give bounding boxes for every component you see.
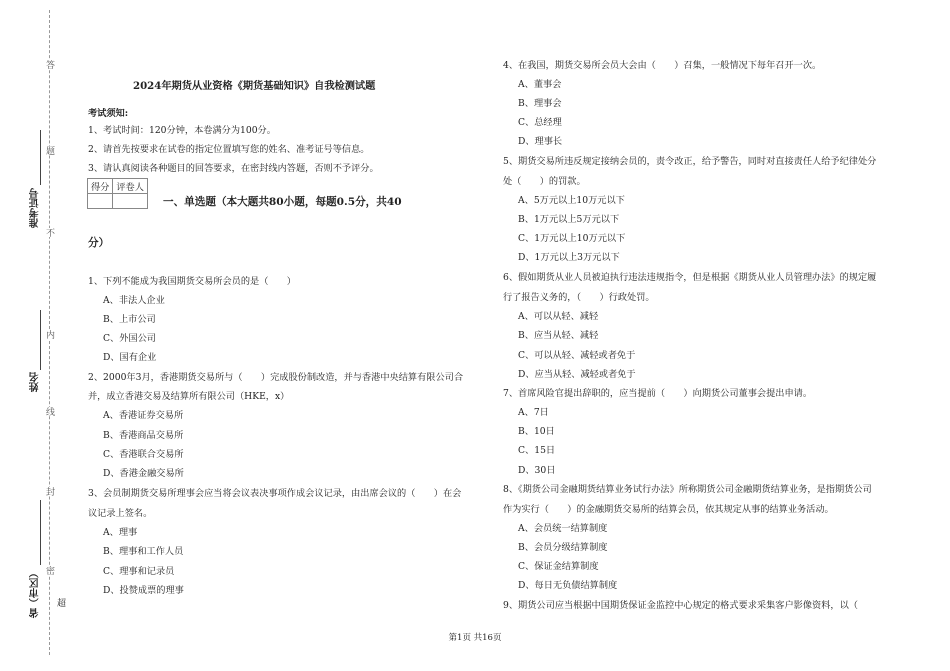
question-option: A、5万元以上10万元以下	[518, 195, 625, 206]
question-stem: 并，成立香港交易及结算所有限公司（HKE，x）	[88, 391, 290, 402]
question-stem: 处（ ）的罚款。	[503, 176, 586, 187]
question-stem: 7、首席风险官提出辞职的，应当提前（ ）向期货公司董事会提出申请。	[503, 388, 813, 399]
seal-char: 不	[44, 228, 54, 237]
question-stem: 4、在我国，期货交易所会员大会由（ ）召集，一般情况下每年召开一次。	[503, 60, 822, 71]
province-fill-line	[40, 500, 41, 565]
question-option: A、香港证券交易所	[103, 410, 184, 421]
question-option: B、会员分级结算制度	[518, 542, 608, 553]
grader-cell	[113, 194, 148, 209]
notice-item: 3、请认真阅读各种题目的回答要求，在密封线内答题，否则不予评分。	[88, 163, 379, 174]
binding-margin	[0, 0, 80, 671]
question-stem: 6、假如期货从业人员被迫执行违法违规指令，但是根据《期货从业人员管理办法》的规定履	[503, 272, 877, 283]
question-option: A、理事	[103, 527, 138, 538]
question-stem: 5、期货交易所违反规定接纳会员的，责令改正，给予警告，同时对直接责任人给予纪律处分	[503, 156, 877, 167]
question-option: D、30日	[518, 465, 556, 476]
question-option: A、董事会	[518, 79, 562, 90]
question-option: A、会员统一结算制度	[518, 523, 608, 534]
question-option: D、香港金融交易所	[103, 468, 184, 479]
notice-heading: 考试须知:	[88, 108, 129, 119]
question-option: D、投赞成票的理事	[103, 585, 184, 596]
question-option: D、每日无负债结算制度	[518, 580, 618, 591]
exam-number-fill-line	[40, 130, 41, 185]
question-option: C、1万元以上10万元以下	[518, 233, 626, 244]
question-stem: 8、《期货公司金融期货结算业务试行办法》所称期货公司金融期货结算业务，是指期货公司	[503, 484, 872, 495]
question-stem: 作为实行（ ）的金融期货交易所的结算会员，依其规定从事的结算业务活动。	[503, 504, 834, 515]
province-label: 省（市区）	[30, 568, 41, 618]
notice-item: 2、请首先按要求在试卷的指定位置填写您的姓名、准考证号等信息。	[88, 144, 370, 155]
question-option: B、理事会	[518, 98, 562, 109]
question-stem: 议记录上签名。	[88, 508, 153, 519]
question-option: D、1万元以上3万元以下	[518, 252, 620, 263]
question-option: A、非法人企业	[103, 295, 165, 306]
exam-title: 2024年期货从业资格《期货基础知识》自我检测试题	[133, 80, 376, 92]
name-fill-line	[40, 310, 41, 370]
question-option: D、理事长	[518, 136, 563, 147]
question-option: D、国有企业	[103, 352, 157, 363]
question-option: A、可以从轻、减轻	[518, 311, 599, 322]
question-option: C、可以从轻、减轻或者免于	[518, 350, 636, 361]
seal-char: 封	[44, 487, 54, 496]
section-heading: 一、单选题（本大题共80小题，每题0.5分，共40	[163, 196, 402, 208]
question-option: C、总经理	[518, 117, 562, 128]
page-footer: 第1页 共16页	[448, 633, 502, 643]
question-option: B、1万元以上5万元以下	[518, 214, 620, 225]
section-heading-cont: 分）	[88, 237, 110, 249]
seal-char: 线	[44, 407, 54, 416]
grader-cell-label: 评卷人	[113, 179, 148, 194]
seal-char: 密	[44, 566, 54, 575]
question-option: B、理事和工作人员	[103, 546, 184, 557]
question-option: C、香港联合交易所	[103, 449, 184, 460]
seal-char: 题	[44, 146, 54, 155]
score-cell	[88, 194, 113, 209]
notice-item: 1、考试时间：120分钟，本卷满分为100分。	[88, 125, 276, 136]
question-option: A、7日	[518, 407, 549, 418]
question-option: B、应当从轻、减轻	[518, 330, 599, 341]
question-option: C、理事和记录员	[103, 566, 175, 577]
question-option: C、15日	[518, 445, 556, 456]
question-stem: 1、下列不能成为我国期货交易所会员的是（ ）	[88, 276, 296, 287]
question-stem: 9、期货公司应当根据中国期货保证金监控中心规定的格式要求采集客户影像资料，以（	[503, 600, 858, 611]
exam-number-label: 准考证号	[30, 188, 41, 228]
seal-char: 答	[44, 60, 54, 69]
question-option: B、10日	[518, 426, 555, 437]
question-stem: 2、2000年3月，香港期货交易所与（ ）完成股份制改造，并与香港中央结算有限公司合	[88, 372, 464, 383]
name-label: 姓名	[30, 372, 41, 392]
seal-char: 内	[44, 330, 54, 339]
score-box	[87, 178, 148, 209]
score-cell-label: 得分	[88, 179, 113, 194]
question-option: D、应当从轻、减轻或者免于	[518, 369, 636, 380]
question-stem: 行了报告义务的，（ ）行政处罚。	[503, 292, 655, 303]
question-option: B、香港商品交易所	[103, 430, 184, 441]
question-stem: 3、会员制期货交易所理事会应当将会议表决事项作成会议记录，由出席会议的（ ）在会	[88, 488, 462, 499]
question-option: C、保证金结算制度	[518, 561, 599, 572]
question-option: C、外国公司	[103, 333, 156, 344]
question-option: B、上市公司	[103, 314, 156, 325]
margin-bottom-char: 超	[55, 598, 65, 607]
